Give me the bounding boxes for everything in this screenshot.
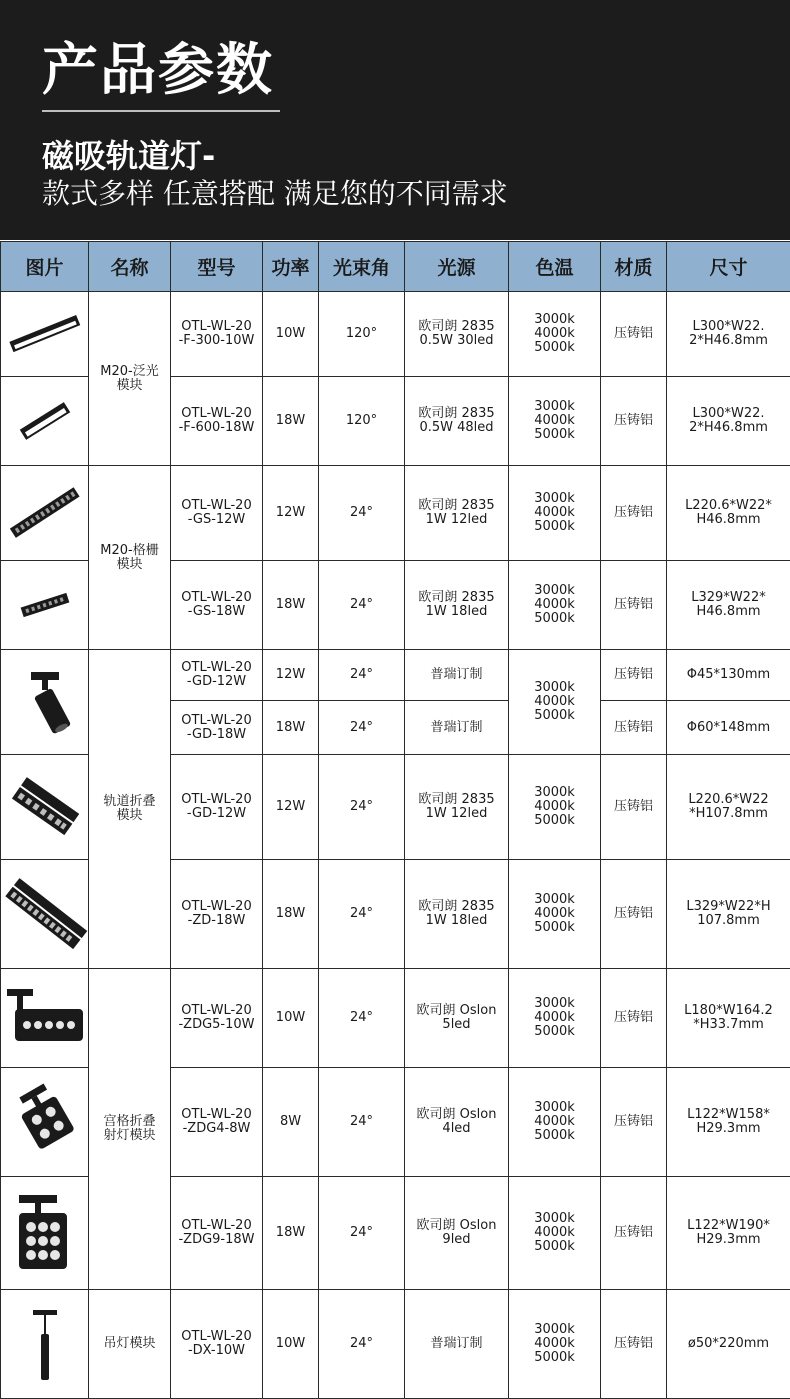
linear-flood-light-icon [5, 306, 85, 362]
product-subtitle: 磁吸轨道灯- [42, 134, 215, 178]
model-cell: OTL-WL-20 -GS-12W [171, 466, 263, 561]
source-cell: 欧司朗 Oslon 9led [405, 1177, 509, 1290]
material-cell: 压铸铝 [601, 1290, 667, 1399]
product-image [1, 969, 89, 1068]
beam-cell: 24° [319, 1068, 405, 1177]
power-cell: 18W [263, 377, 319, 466]
header-model: 型号 [171, 242, 263, 292]
power-cell: 18W [263, 860, 319, 969]
material-cell: 压铸铝 [601, 377, 667, 466]
size-cell: Φ45*130mm [667, 650, 790, 701]
source-cell: 欧司朗 Oslon 5led [405, 969, 509, 1068]
source-cell: 欧司朗 2835 1W 12led [405, 755, 509, 860]
header-material: 材质 [601, 242, 667, 292]
product-image [1, 755, 89, 860]
cct-cell: 3000k 4000k 5000k [509, 755, 601, 860]
table-row [1, 969, 790, 1068]
material-cell: 压铸铝 [601, 701, 667, 755]
model-cell: OTL-WL-20 -ZD-18W [171, 860, 263, 969]
power-cell: 18W [263, 561, 319, 650]
source-cell: 欧司朗 2835 0.5W 30led [405, 292, 509, 377]
power-cell: 10W [263, 1290, 319, 1399]
beam-cell: 24° [319, 860, 405, 969]
beam-cell: 120° [319, 377, 405, 466]
cct-cell: 3000k 4000k 5000k [509, 650, 601, 755]
model-cell: OTL-WL-20 -ZDG4-8W [171, 1068, 263, 1177]
power-cell: 12W [263, 466, 319, 561]
material-cell: 压铸铝 [601, 1177, 667, 1290]
power-cell: 18W [263, 701, 319, 755]
grille-light-long-icon [5, 480, 85, 546]
power-cell: 12W [263, 755, 319, 860]
material-cell: 压铸铝 [601, 969, 667, 1068]
material-cell: 压铸铝 [601, 292, 667, 377]
cct-cell: 3000k 4000k 5000k [509, 561, 601, 650]
product-tagline: 款式多样 任意搭配 满足您的不同需求 [42, 174, 508, 214]
beam-cell: 24° [319, 701, 405, 755]
series-name: M20-格栅 模块 [89, 466, 171, 650]
material-cell: 压铸铝 [601, 561, 667, 650]
beam-cell: 24° [319, 1290, 405, 1399]
size-cell: L300*W22. 2*H46.8mm [667, 377, 790, 466]
cct-cell: 3000k 4000k 5000k [509, 466, 601, 561]
size-cell: L329*W22* H46.8mm [667, 561, 790, 650]
product-image [1, 466, 89, 561]
source-cell: 普瑞订制 [405, 701, 509, 755]
spec-table [0, 241, 790, 1399]
model-cell: OTL-WL-20 -GS-18W [171, 561, 263, 650]
source-cell: 欧司朗 2835 1W 18led [405, 860, 509, 969]
product-image [1, 860, 89, 969]
table-row [1, 650, 790, 701]
source-cell: 普瑞订制 [405, 650, 509, 701]
header-beam-angle: 光束角 [319, 242, 405, 292]
size-cell: L180*W164.2 *H33.7mm [667, 969, 790, 1068]
product-image [1, 1068, 89, 1177]
cct-cell: 3000k 4000k 5000k [509, 860, 601, 969]
beam-cell: 24° [319, 969, 405, 1068]
source-cell: 欧司朗 2835 1W 12led [405, 466, 509, 561]
power-cell: 8W [263, 1068, 319, 1177]
header-light-source: 光源 [405, 242, 509, 292]
material-cell: 压铸铝 [601, 860, 667, 969]
product-image [1, 1290, 89, 1399]
folding-light-icon [5, 769, 85, 845]
product-image [1, 377, 89, 466]
product-image [1, 650, 89, 755]
header-color-temp: 色温 [509, 242, 601, 292]
table-row [1, 466, 790, 561]
size-cell: L220.6*W22* H46.8mm [667, 466, 790, 561]
pendant-light-icon [5, 1304, 85, 1384]
source-cell: 欧司朗 Oslon 4led [405, 1068, 509, 1177]
cct-cell: 3000k 4000k 5000k [509, 1290, 601, 1399]
size-cell: Φ60*148mm [667, 701, 790, 755]
size-cell: ø50*220mm [667, 1290, 790, 1399]
cct-cell: 3000k 4000k 5000k [509, 292, 601, 377]
beam-cell: 24° [319, 466, 405, 561]
power-cell: 12W [263, 650, 319, 701]
size-cell: L300*W22. 2*H46.8mm [667, 292, 790, 377]
power-cell: 10W [263, 292, 319, 377]
size-cell: L220.6*W22 *H107.8mm [667, 755, 790, 860]
beam-cell: 24° [319, 1177, 405, 1290]
beam-cell: 24° [319, 561, 405, 650]
material-cell: 压铸铝 [601, 1068, 667, 1177]
grid-spot-5-icon [3, 983, 87, 1053]
power-cell: 18W [263, 1177, 319, 1290]
power-cell: 10W [263, 969, 319, 1068]
model-cell: OTL-WL-20 -DX-10W [171, 1290, 263, 1399]
beam-cell: 24° [319, 650, 405, 701]
material-cell: 压铸铝 [601, 755, 667, 860]
series-name: 宫格折叠 射灯模块 [89, 969, 171, 1290]
folding-light-long-icon [3, 874, 89, 954]
series-name: M20-泛光 模块 [89, 292, 171, 466]
series-name: 轨道折叠 模块 [89, 650, 171, 969]
size-cell: L329*W22*H 107.8mm [667, 860, 790, 969]
header-image: 图片 [1, 242, 89, 292]
grid-spot-4-icon [5, 1082, 85, 1162]
model-cell: OTL-WL-20 -ZDG5-10W [171, 969, 263, 1068]
product-image [1, 292, 89, 377]
table-row [1, 1290, 790, 1399]
cct-cell: 3000k 4000k 5000k [509, 1177, 601, 1290]
model-cell: OTL-WL-20 -GD-12W [171, 650, 263, 701]
material-cell: 压铸铝 [601, 466, 667, 561]
header-size: 尺寸 [667, 242, 790, 292]
header-row [1, 242, 790, 292]
cct-cell: 3000k 4000k 5000k [509, 1068, 601, 1177]
cct-cell: 3000k 4000k 5000k [509, 377, 601, 466]
product-image [1, 1177, 89, 1290]
model-cell: OTL-WL-20 -F-300-10W [171, 292, 263, 377]
cct-cell: 3000k 4000k 5000k [509, 969, 601, 1068]
page-title: 产品参数 [42, 36, 274, 106]
linear-flood-light-short-icon [5, 391, 85, 451]
grid-spot-9-icon [5, 1191, 85, 1275]
spot-light-icon [5, 664, 85, 740]
product-image [1, 561, 89, 650]
size-cell: L122*W190* H29.3mm [667, 1177, 790, 1290]
series-name: 吊灯模块 [89, 1290, 171, 1399]
title-underline [42, 110, 280, 112]
beam-cell: 120° [319, 292, 405, 377]
model-cell: OTL-WL-20 -ZDG9-18W [171, 1177, 263, 1290]
source-cell: 欧司朗 2835 1W 18led [405, 561, 509, 650]
source-cell: 欧司朗 2835 0.5W 48led [405, 377, 509, 466]
beam-cell: 24° [319, 755, 405, 860]
model-cell: OTL-WL-20 -GD-18W [171, 701, 263, 755]
table-row [1, 292, 790, 377]
size-cell: L122*W158* H29.3mm [667, 1068, 790, 1177]
source-cell: 普瑞订制 [405, 1290, 509, 1399]
header-name: 名称 [89, 242, 171, 292]
hero-banner [0, 0, 790, 240]
model-cell: OTL-WL-20 -GD-12W [171, 755, 263, 860]
grille-light-short-icon [5, 575, 85, 635]
model-cell: OTL-WL-20 -F-600-18W [171, 377, 263, 466]
material-cell: 压铸铝 [601, 650, 667, 701]
header-power: 功率 [263, 242, 319, 292]
